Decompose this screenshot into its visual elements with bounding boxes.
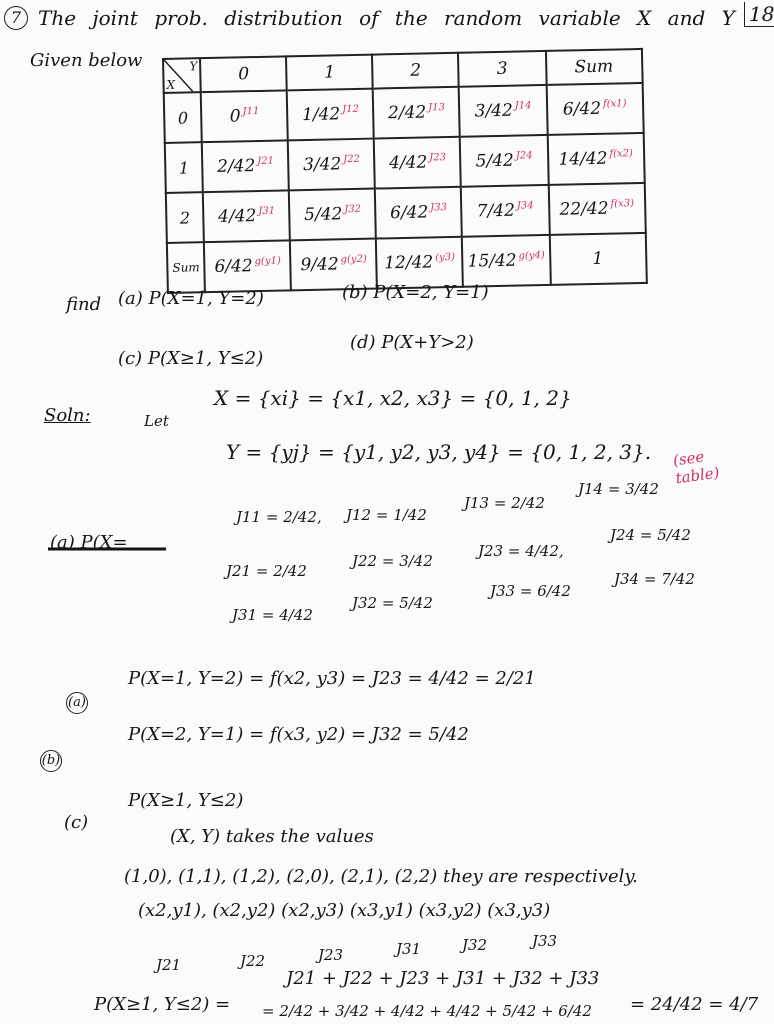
- total-cell: 1: [549, 233, 646, 285]
- col-header: 3: [458, 51, 546, 87]
- table-cell: 12/42 $^{(y3)}$: [376, 237, 463, 289]
- row-label: 2: [166, 192, 204, 243]
- table-cell: 2/42 $^{J21}$: [202, 140, 289, 192]
- j-value: J22 = 3/42: [352, 552, 433, 570]
- see-table-note: (see table): [671, 447, 721, 488]
- table-cell: 6/42 $^{g(y1)}$: [204, 240, 291, 292]
- j-value: J33 = 6/42: [490, 582, 571, 600]
- part-c-result: = 24/42 = 4/7: [630, 994, 759, 1015]
- j-value: J21 = 2/42: [226, 562, 307, 580]
- part-c-heading: P(X≥1, Y≤2): [128, 790, 244, 811]
- table-cell: 5/42 $^{J32}$: [289, 189, 376, 241]
- table-cell: 4/42 $^{J23}$: [374, 137, 461, 189]
- question-a: (a) P(X=1, Y=2): [118, 288, 264, 309]
- corner-x-label: X: [166, 77, 176, 92]
- part-c-final-lhs: P(X≥1, Y≤2) =: [94, 994, 231, 1015]
- c-j-label: J33: [532, 932, 558, 950]
- col-header: 0: [200, 56, 287, 92]
- j-value: J23 = 4/42,: [478, 542, 564, 560]
- part-c-pairs: (1,0), (1,1), (1,2), (2,0), (2,1), (2,2) they are respectively.: [124, 866, 638, 887]
- question-d: (d) P(X+Y>2): [350, 332, 474, 353]
- table-cell: 0 $^{J11}$: [201, 90, 288, 142]
- table-cell: 2/42 $^{J13}$: [373, 87, 460, 139]
- j-value: J24 = 5/42: [610, 526, 691, 544]
- j-value: J12 = 1/42: [346, 506, 427, 524]
- part-b-equation: P(X=2, Y=1) = f(x3, y2) = J32 = 5/42: [128, 724, 469, 745]
- c-j-label: J23: [318, 946, 344, 964]
- part-a-marker: (a): [66, 692, 88, 714]
- table-cell: 9/42 $^{g(y2)}$: [290, 239, 377, 291]
- problem-subtitle: Given below: [30, 50, 143, 71]
- table-cell: 3/42 $^{J22}$: [288, 139, 375, 191]
- table-cell: 5/42 $^{J24}$: [460, 135, 548, 187]
- j-value: J31 = 4/42: [232, 606, 313, 624]
- part-a-equation: P(X=1, Y=2) = f(x2, y3) = J23 = 4/42 = 2/21: [128, 668, 536, 689]
- c-j-label: J32: [462, 936, 488, 954]
- col-header: 2: [372, 53, 459, 89]
- y-set-definition: Y = {yj} = {y1, y2, y3, y4} = {0, 1, 2, 3}.: [226, 440, 652, 464]
- part-c-final-values: = 2/42 + 3/42 + 4/42 + 4/42 + 5/42 + 6/42: [262, 1002, 592, 1020]
- table-cell: 3/42 $^{J14}$: [459, 85, 547, 137]
- row-sum-cell: 14/42 $^{f(x2)}$: [547, 133, 644, 185]
- problem-title: The joint prob. distribution of the random variable X and Y: [38, 6, 735, 30]
- part-b-marker: (b): [40, 750, 62, 772]
- row-label: Sum: [167, 242, 205, 293]
- x-set-definition: X = {xi} = {x1, x2, x3} = {0, 1, 2}: [214, 386, 572, 410]
- j-value: J11 = 2/42,: [236, 508, 322, 526]
- table-cell: 6/42 $^{J33}$: [375, 187, 462, 239]
- find-label: find: [66, 294, 102, 315]
- table-cell: 4/42 $^{J31}$: [203, 190, 290, 242]
- table-cell: 15/42 $^{g(y4)}$: [462, 235, 550, 287]
- col-header-sum: Sum: [545, 49, 642, 85]
- j-value: J34 = 7/42: [614, 570, 695, 588]
- table-cell: 7/42 $^{J34}$: [461, 185, 549, 237]
- part-c-marker: (c): [64, 812, 89, 833]
- problem-number: 7: [4, 4, 28, 30]
- solution-label: Soln:: [44, 405, 91, 426]
- joint-distribution-table: [162, 48, 647, 294]
- page-reference: 18: [744, 2, 774, 27]
- row-sum-cell: 6/42 $^{f(x1)}$: [546, 83, 643, 135]
- j-value: J32 = 5/42: [352, 594, 433, 612]
- part-c-xy-pairs: (x2,y1), (x2,y2) (x2,y3) (x3,y1) (x3,y2) (x3,y3): [138, 900, 551, 921]
- question-b: (b) P(X=2, Y=1): [342, 282, 489, 303]
- col-header: 1: [286, 55, 373, 91]
- strike-through-mark: [48, 542, 166, 556]
- question-c: (c) P(X≥1, Y≤2): [118, 348, 264, 369]
- table-corner-cell: [163, 58, 201, 93]
- c-j-label: J22: [240, 952, 266, 970]
- row-sum-cell: 22/42 $^{f(x3)}$: [548, 183, 645, 235]
- corner-y-label: Y: [189, 59, 198, 74]
- j-value: J14 = 3/42: [578, 480, 659, 498]
- table-cell: 1/42 $^{J12}$: [287, 89, 374, 141]
- part-c-text: (X, Y) takes the values: [170, 826, 374, 847]
- part-c-final-sum: J21 + J22 + J23 + J31 + J32 + J33: [286, 968, 600, 989]
- struck-out-text: (a) P(X=: [50, 532, 128, 553]
- c-j-label: J31: [396, 940, 422, 958]
- c-j-label: J21: [156, 956, 182, 974]
- let-label: Let: [144, 412, 169, 430]
- row-label: 1: [165, 142, 203, 193]
- j-value: J13 = 2/42: [464, 494, 545, 512]
- row-label: 0: [164, 92, 202, 143]
